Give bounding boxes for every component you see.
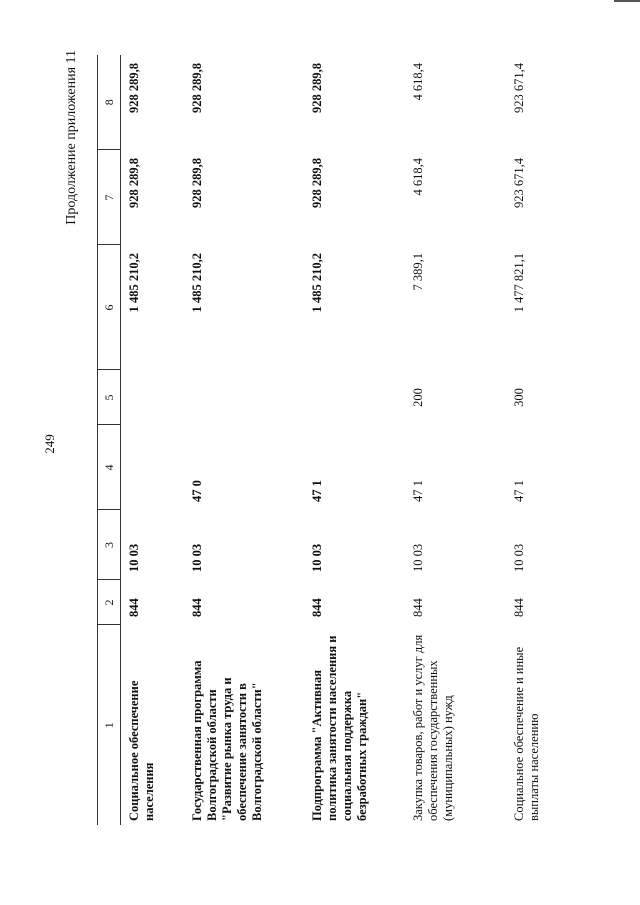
column-header-7: 7 bbox=[98, 150, 121, 245]
column-header-8: 8 bbox=[98, 55, 121, 150]
row-col-8: 4 618,4 bbox=[411, 63, 425, 101]
row-col-4: 47 1 bbox=[310, 480, 324, 502]
row-name: Социальное обеспечение населения bbox=[127, 680, 156, 821]
row-col-4: 47 0 bbox=[190, 480, 204, 502]
rotated-page-content bbox=[60, 50, 580, 870]
row-col-8: 928 289,8 bbox=[127, 63, 141, 113]
row-col-2: 844 bbox=[512, 598, 526, 617]
scan-edge-line bbox=[614, 0, 640, 2]
row-col-7: 928 289,8 bbox=[190, 158, 204, 208]
row-col-8: 928 289,8 bbox=[190, 63, 204, 113]
column-header-6: 6 bbox=[98, 245, 121, 370]
row-col-5 bbox=[184, 370, 304, 425]
row-col-3: 10 03 bbox=[190, 543, 204, 572]
row-col-2: 844 bbox=[190, 598, 204, 617]
row-col-5 bbox=[121, 370, 185, 425]
table-row bbox=[506, 55, 554, 825]
row-col-3: 10 03 bbox=[411, 543, 425, 572]
row-col-2: 844 bbox=[411, 598, 425, 617]
row-col-4: 47 1 bbox=[512, 480, 526, 502]
row-col-7: 4 618,4 bbox=[411, 158, 425, 196]
row-name: Подпрограмма "Активная политика занятости населения и социальная поддержка безработных граждан" bbox=[310, 635, 369, 821]
page-number: 249 bbox=[42, 434, 57, 454]
table-header-row bbox=[98, 55, 121, 825]
row-col-6: 1 477 821,1 bbox=[512, 253, 526, 313]
row-col-6: 1 485 210,2 bbox=[310, 253, 324, 313]
row-col-2: 844 bbox=[127, 598, 141, 617]
row-col-3: 10 03 bbox=[512, 543, 526, 572]
row-col-4 bbox=[121, 425, 185, 510]
row-name: Закупка товаров, работ и услуг для обеспечения государственных (муниципальных) нужд bbox=[411, 634, 455, 821]
row-col-2: 844 bbox=[310, 598, 324, 617]
budget-table bbox=[97, 55, 554, 825]
column-header-2: 2 bbox=[98, 580, 121, 625]
column-header-4: 4 bbox=[98, 425, 121, 510]
appendix-continuation-note: Продолжение приложения 11 bbox=[64, 50, 79, 225]
table-row bbox=[184, 55, 304, 825]
row-col-8: 923 671,4 bbox=[512, 63, 526, 113]
row-col-3: 10 03 bbox=[127, 543, 141, 572]
table-row bbox=[121, 55, 185, 825]
column-header-5: 5 bbox=[98, 370, 121, 425]
row-col-5: 300 bbox=[512, 388, 526, 407]
column-header-3: 3 bbox=[98, 510, 121, 580]
row-name: Социальное обеспечение и иные выплаты населению bbox=[512, 646, 541, 821]
row-col-6: 1 485 210,2 bbox=[127, 253, 141, 313]
table-row bbox=[405, 55, 506, 825]
row-col-6: 1 485 210,2 bbox=[190, 253, 204, 313]
table-row bbox=[304, 55, 405, 825]
row-col-3: 10 03 bbox=[310, 543, 324, 572]
row-col-6: 7 389,1 bbox=[411, 253, 425, 291]
row-col-7: 923 671,4 bbox=[512, 158, 526, 208]
row-col-8: 928 289,8 bbox=[310, 63, 324, 113]
row-name: Государственная программа Волгоградской области "Развитие рынка труда и обеспечение занятости в Волгоградской области" bbox=[190, 660, 264, 821]
row-col-7: 928 289,8 bbox=[310, 158, 324, 208]
row-col-4: 47 1 bbox=[411, 480, 425, 502]
column-header-1: 1 bbox=[98, 625, 121, 825]
row-col-5: 200 bbox=[411, 388, 425, 407]
row-col-7: 928 289,8 bbox=[127, 158, 141, 208]
row-col-5 bbox=[304, 370, 405, 425]
